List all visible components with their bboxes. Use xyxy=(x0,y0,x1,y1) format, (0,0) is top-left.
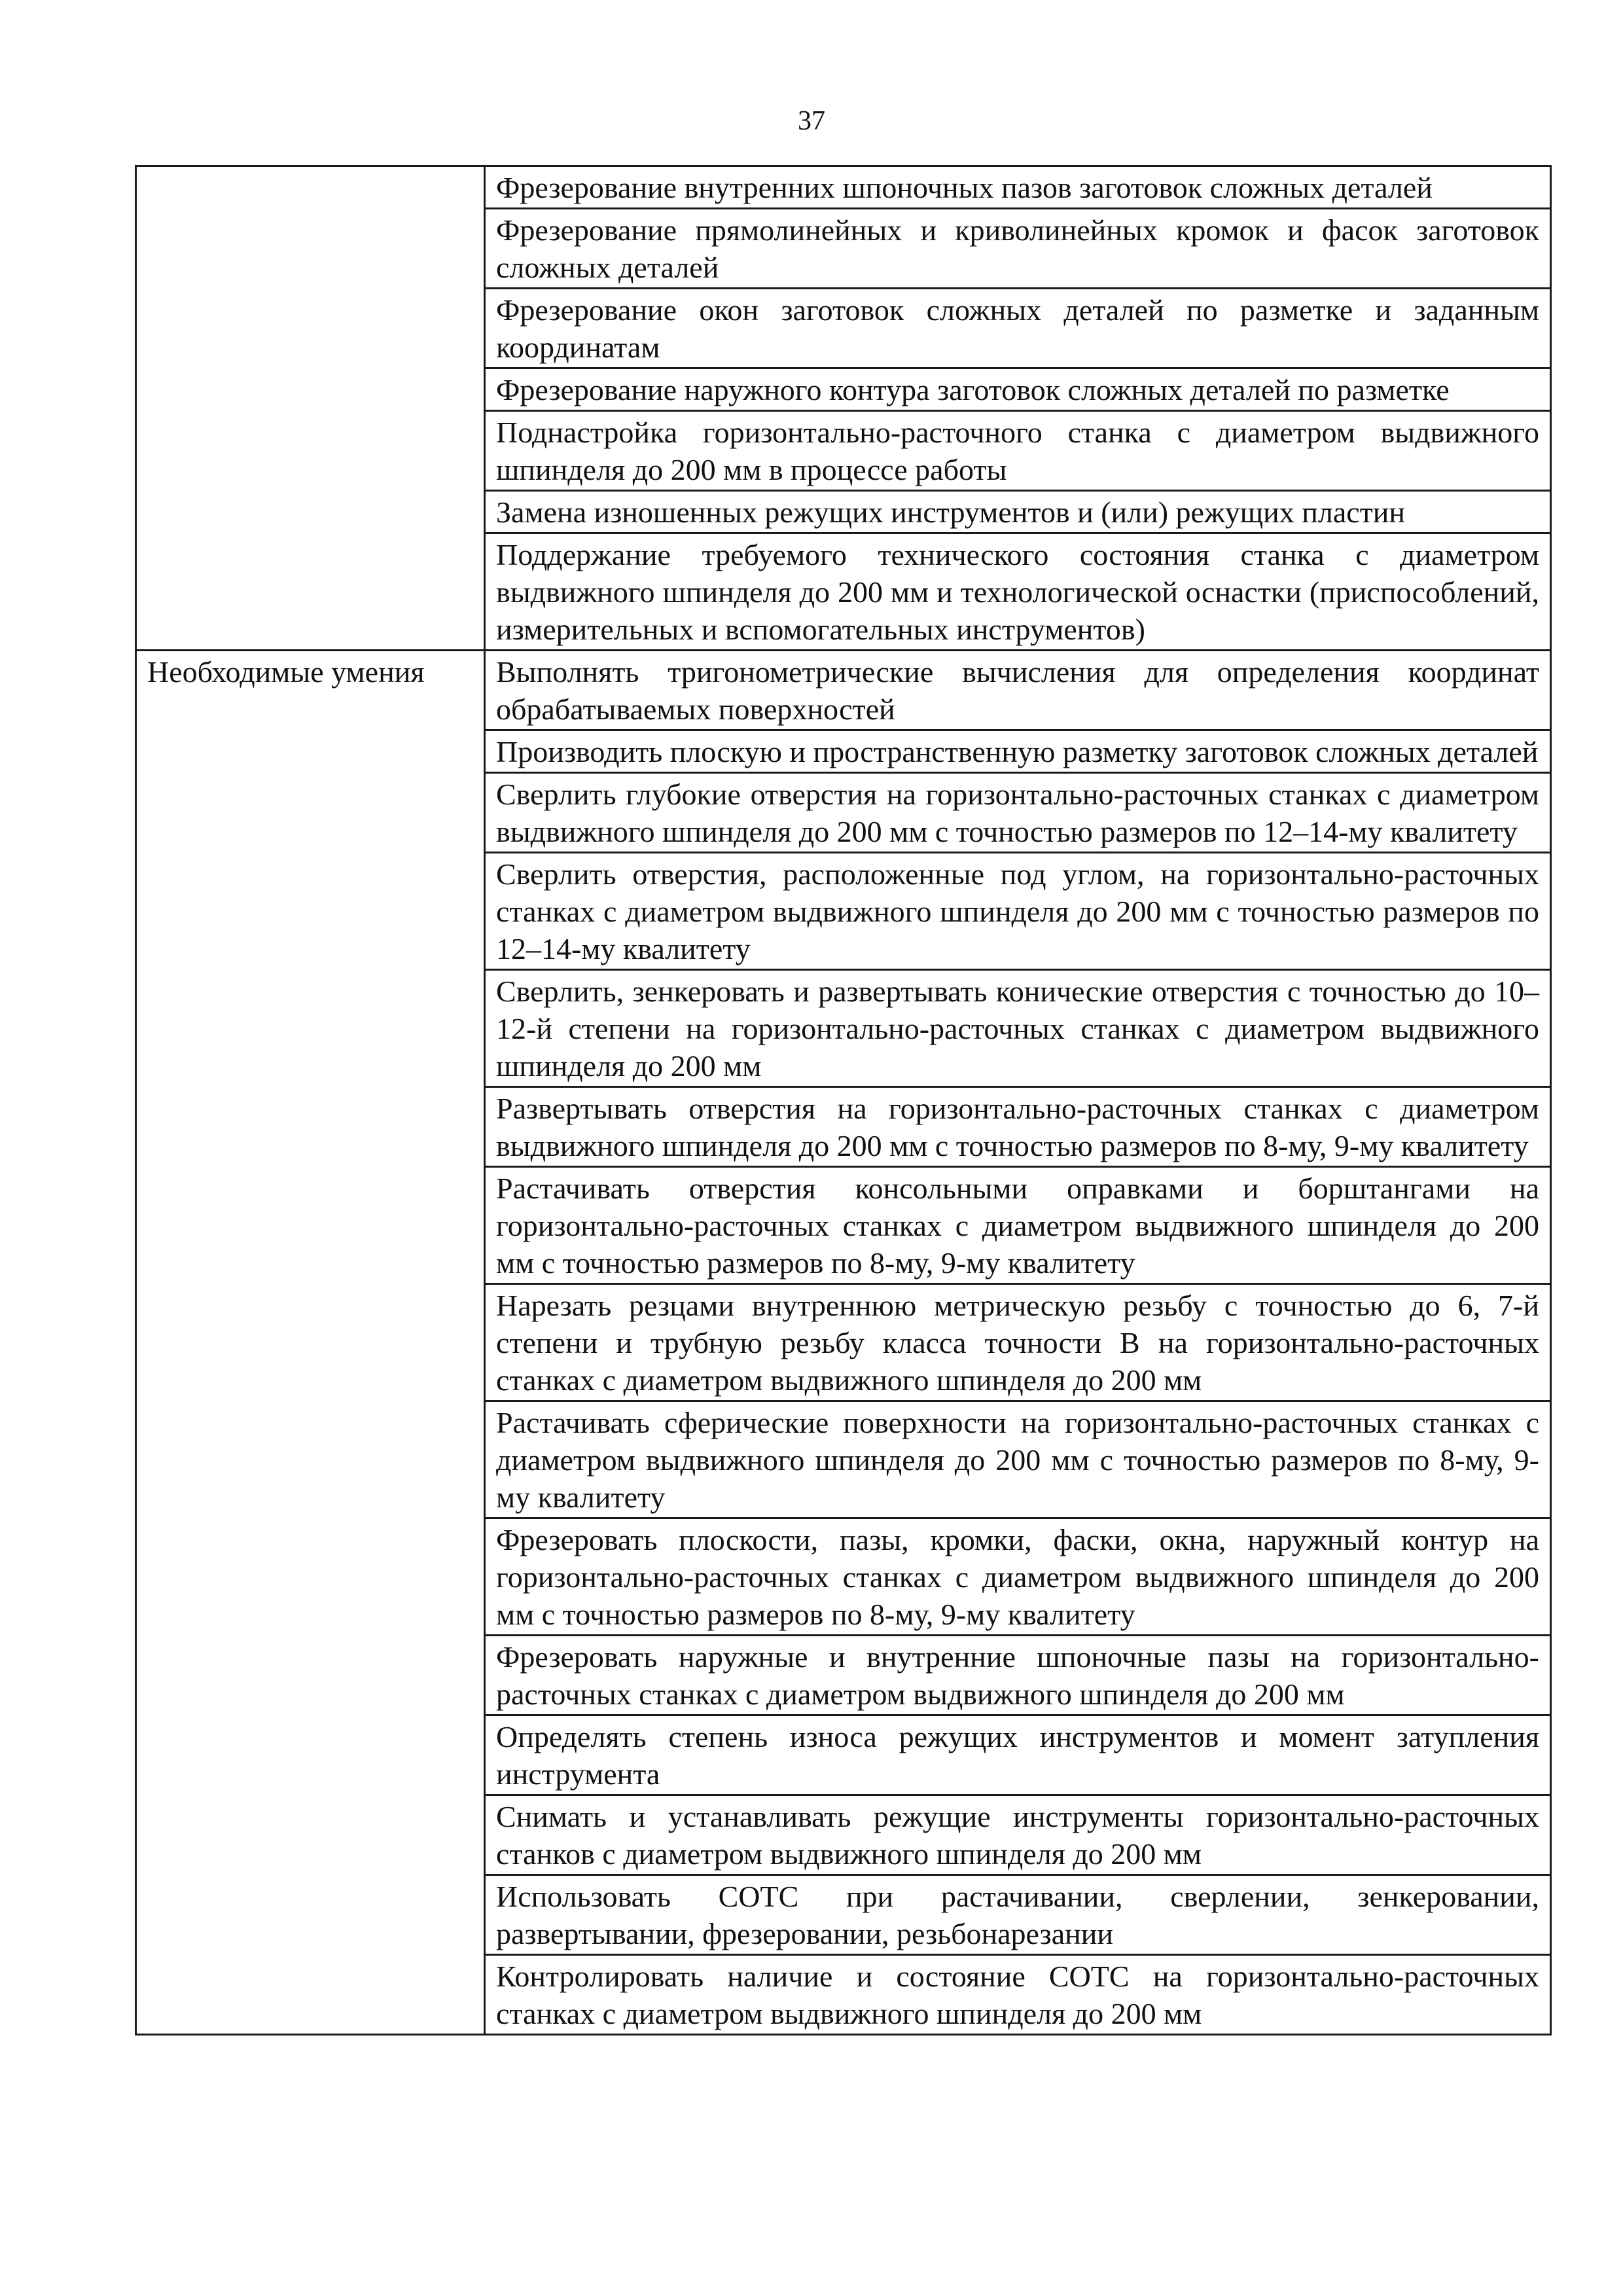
table-cell: Поднастройка горизонтально-расточного станка с диаметром выдвижного шпинделя до 200 мм в процессе работы xyxy=(485,411,1551,491)
table-cell: Фрезерование окон заготовок сложных деталей по разметке и заданным координатам xyxy=(485,289,1551,368)
table-cell: Сверлить отверстия, расположенные под углом, на горизонтально-расточных станках с диаметром выдвижного шпинделя до 200 мм с точностью размеров по 12–14-му квалитету xyxy=(485,853,1551,970)
table-cell: Замена изношенных режущих инструментов и (или) режущих пластин xyxy=(485,491,1551,533)
table-cell: Контролировать наличие и состояние СОТС на горизонтально-расточных станках с диаметром выдвижного шпинделя до 200 мм xyxy=(485,1955,1551,2035)
table-cell: Снимать и устанавливать режущие инструменты горизонтально-расточных станков с диаметром выдвижного шпинделя до 200 мм xyxy=(485,1795,1551,1875)
table-cell: Производить плоскую и пространственную разметку заготовок сложных деталей xyxy=(485,730,1551,773)
table-cell: Определять степень износа режущих инструментов и момент затупления инструмента xyxy=(485,1715,1551,1795)
requirements-table xyxy=(135,165,1552,2036)
table-cell: Использовать СОТС при растачивании, сверлении, зенкеровании, развертывании, фрезеровании, резьбонарезании xyxy=(485,1875,1551,1955)
table-cell: Сверлить глубокие отверстия на горизонтально-расточных станках с диаметром выдвижного шпинделя до 200 мм с точностью размеров по 12–14-му квалитету xyxy=(485,773,1551,853)
table-cell: Фрезерование внутренних шпоночных пазов заготовок сложных деталей xyxy=(485,166,1551,209)
table-cell: Растачивать сферические поверхности на горизонтально-расточных станках с диаметром выдвижного шпинделя до 200 мм с точностью размеров по 8-му, 9-му квалитету xyxy=(485,1401,1551,1518)
table-cell: Растачивать отверстия консольными оправками и борштангами на горизонтально-расточных станках с диаметром выдвижного шпинделя до 200 мм с точностью размеров по 8-му, 9-му квалитету xyxy=(485,1167,1551,1284)
table-cell: Поддержание требуемого технического состояния станка с диаметром выдвижного шпинделя до 200 мм и технологической оснастки (приспособлений, измерительных и вспомогательных инструментов) xyxy=(485,533,1551,651)
table-row xyxy=(136,651,1551,730)
table-cell: Развертывать отверстия на горизонтально-расточных станках с диаметром выдвижного шпинделя до 200 мм с точностью размеров по 8-му, 9-му квалитету xyxy=(485,1087,1551,1167)
table-cell: Выполнять тригонометрические вычисления для определения координат обрабатываемых поверхностей xyxy=(485,651,1551,730)
table-cell: Нарезать резцами внутреннюю метрическую резьбу с точностью до 6, 7-й степени и трубную резьбу класса точности В на горизонтально-расточных станках с диаметром выдвижного шпинделя до 200 мм xyxy=(485,1284,1551,1401)
page-number: 37 xyxy=(798,106,825,136)
table-cell: Фрезеровать плоскости, пазы, кромки, фаски, окна, наружный контур на горизонтально-расточных станках с диаметром выдвижного шпинделя до 200 мм с точностью размеров по 8-му, 9-му квалитету xyxy=(485,1518,1551,1636)
table-cell: Фрезерование наружного контура заготовок сложных деталей по разметке xyxy=(485,368,1551,411)
section-label-cell xyxy=(136,166,485,651)
table-cell: Фрезеровать наружные и внутренние шпоночные пазы на горизонтально-расточных станках с диаметром выдвижного шпинделя до 200 мм xyxy=(485,1636,1551,1715)
table-cell: Фрезерование прямолинейных и криволинейных кромок и фасок заготовок сложных деталей xyxy=(485,209,1551,289)
table-row xyxy=(136,166,1551,209)
section-label-cell: Необходимые умения xyxy=(136,651,485,2035)
table-cell: Сверлить, зенкеровать и развертывать конические отверстия с точностью до 10–12-й степени на горизонтально-расточных станках с диаметром выдвижного шпинделя до 200 мм xyxy=(485,970,1551,1087)
